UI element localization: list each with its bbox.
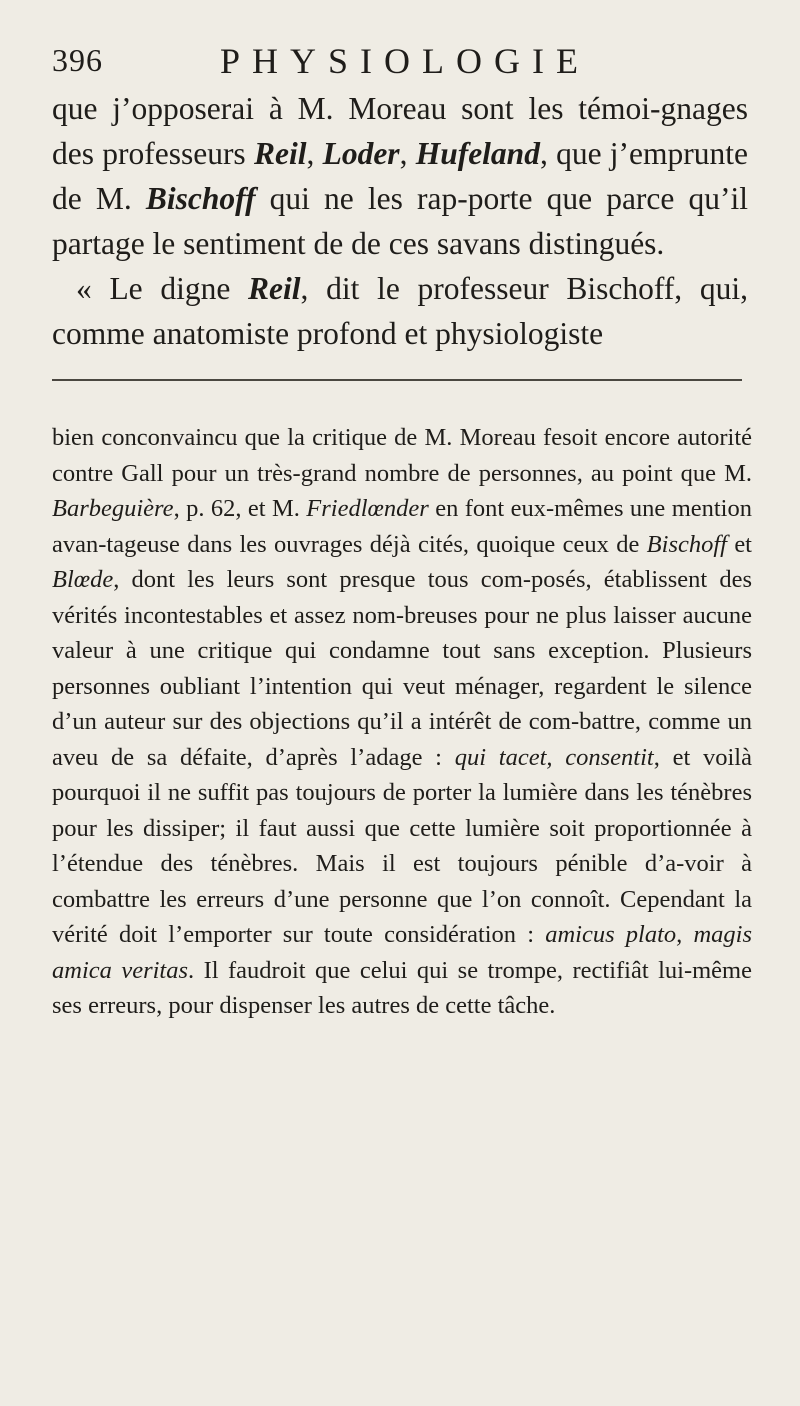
name-friedlaender: Friedlœnder <box>306 495 429 522</box>
name-barbeguiere: Barbeguière <box>52 495 174 522</box>
footnote-segment: , et voilà pourquoi il ne suffit pas toujours de porter la lumière dans les ténèbres pour les dissiper; il faut aussi que cette lumière soit proportionnée à l’étendue des ténèbres. Mais il est toujours pénible d’a-voir à combattre les erreurs d’une personne que l’on connoît. Cependant la vérité doit l’emporter sur toute considération : <box>52 743 752 948</box>
footnote-paragraph <box>52 420 752 1024</box>
latin-maxim: amicus plato, magis amica veritas <box>52 921 752 984</box>
name-bischoff: Bischoff <box>646 530 727 558</box>
main-text-segment: que j’opposerai à M. Moreau sont les témoi-gnages des professeurs <box>52 91 748 171</box>
page-number: 396 <box>52 42 103 78</box>
running-title: PHYSIOLOGIE <box>220 41 590 81</box>
footnote-segment: , p. 62, et M. <box>173 495 307 522</box>
name-hufeland: Hufeland <box>415 136 540 171</box>
latin-adage: qui tacet, consentit <box>454 743 654 771</box>
footnote-segment: bien conconvaincu que la critique de M. Moreau fesoit encore autorité contre Gall pour un très-grand nombre de personnes, au point que M. <box>52 424 752 487</box>
main-text-segment: , <box>399 136 416 171</box>
name-reil: Reil <box>248 271 301 306</box>
footnote-segment: en font eux-mêmes une mention avan-tageuse dans les ouvrages déjà cités, quoique ceux de <box>52 495 752 558</box>
main-paragraph-1 <box>52 86 748 266</box>
main-text-segment: , dit le professeur Bischoff, qui, comme anatomiste profond et physiologiste <box>52 271 748 351</box>
footnote-text <box>52 420 752 1024</box>
main-text-segment: « Le digne <box>76 271 249 306</box>
main-paragraph-2 <box>52 266 748 356</box>
name-loder: Loder <box>322 136 400 171</box>
main-text-segment: qui ne les rap-porte que parce qu’il partage le sentiment de de ces savans distingués. <box>52 181 748 261</box>
footnote-divider <box>52 379 742 381</box>
footnote-segment: , dont les leurs sont presque tous com-posés, établissent des vérités incontestables et assez nom-breuses pour ne plus laisser aucune valeur à une critique qui condamne tout sans exception. Plusieurs personnes oubliant l’intention qui veut ménager, regardent le silence d’un auteur sur des objections qu’il a intérêt de com-battre, comme un aveu de sa défaite, d’après l’adage : <box>52 566 752 771</box>
main-text-segment: , que j’emprunte de M. <box>52 136 749 216</box>
footnote-segment: et <box>726 530 752 558</box>
name-reil: Reil <box>253 136 307 171</box>
main-text <box>52 86 748 356</box>
main-text-segment: , <box>306 136 323 171</box>
name-bloede: Blœde <box>52 566 114 593</box>
footnote-segment: . Il faudroit que celui qui se trompe, rectifiât lui-même ses erreurs, pour dispenser les autres de cette tâche. <box>52 956 752 1019</box>
running-head <box>52 36 742 92</box>
name-bischoff: Bischoff <box>145 181 256 216</box>
